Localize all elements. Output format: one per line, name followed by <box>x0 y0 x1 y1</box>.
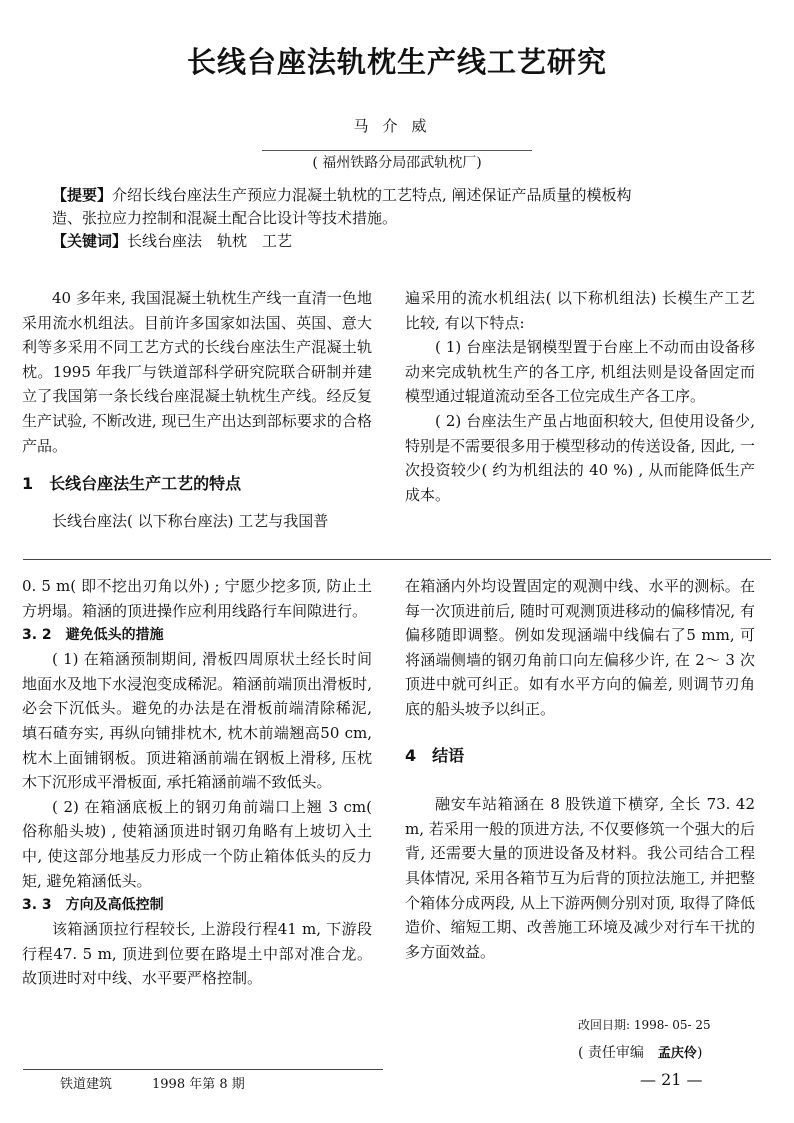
keywords-line <box>52 230 752 253</box>
abstract-line-2 <box>52 207 752 230</box>
conclusion-paragraph: 融安车站箱涵在 8 股铁道下横穿, 全长 73. 42 m, 若采用一般的顶进方法, 不仅要修筑一个强大的后背, 还需要大量的顶进设备及材料。我公司结合工程具体情况, 采用各箱节互为后背的顶拉法施工, 并把整个箱体分成两段, 从上下游两侧分别对顶, 取得了降低造价、缩短工期、改善施工环境及减少对行车干扰的多方面效益。 <box>405 795 755 961</box>
footer-journal-info <box>60 1073 285 1092</box>
abstract-block <box>52 184 752 253</box>
keywords: 长线台座法 轨枕 工艺 <box>127 232 293 250</box>
responsible-editor <box>578 1042 702 1062</box>
affiliation: ( 福州铁路分局邵武轨枕厂) <box>312 155 482 171</box>
author: 马介威 <box>353 117 441 135</box>
section-4-heading: 4 结语 <box>405 745 465 765</box>
measure-1-paragraph: ( 1) 在箱涵预制期间, 滑板四周原状土经长时间地面水及地下水浸泡变成稀泥。箱涵前端顶出滑板时, 必会下沉低头。避免的办法是在滑板前端清除稀泥, 填石碴夯实, 再纵向铺排枕木, 枕木前端翘高50 cm, 枕木上面铺钢板。顶进箱涵前端在钢板上滑移, 压枕木下沉形成平滑板面, 承托箱涵前端不致低头。 <box>22 650 372 792</box>
paper-title: 长线台座法轨枕生产线工艺研究 <box>186 45 607 79</box>
upper-left-column <box>22 286 372 533</box>
continued-paragraph: 0. 5 m( 即不挖出刃角以外) ; 宁愿少挖多顶, 防止土方坍塌。箱涵的顶进操作应利用线路行车间隙进行。 <box>22 577 372 620</box>
footer-divider <box>23 1069 383 1070</box>
editor-prefix: ( 责任审编 <box>578 1045 658 1061</box>
direction-control-paragraph: 该箱涵顶拉行程较长, 上游段行程41 m, 下游段行程47. 5 m, 顶进到位要在路堤土中部对准合龙。故顶进时对中线、水平要严格控制。 <box>22 920 372 988</box>
upper-right-column <box>405 286 755 507</box>
intro-paragraph: 40 多年来, 我国混凝土轨枕生产线一直清一色地采用流水机组法。目前许多国家如法国、英国、意大利等多采用不同工艺方式的长线台座法生产混凝土轨枕。1995 年我厂与铁道部科学研究院联合研制并建立了我国第一条长线台座混凝土轨枕生产线。经反复生产试验, 不断改进, 现已生产出达到部标要求的合格产品。 <box>22 289 372 455</box>
author-divider <box>262 150 532 151</box>
section-1-paragraph: 长线台座法( 以下称台座法) 工艺与我国普 <box>52 511 329 530</box>
measure-2-paragraph: ( 2) 在箱涵底板上的钢刃角前端口上翘 3 cm( 俗称船头坡) , 使箱涵顶进时钢刃角略有上坡切入土中, 使这部分地基反力形成一个防止箱体低头的反力矩, 避免箱涵低头。 <box>22 797 372 890</box>
feature-1-paragraph: ( 1) 台座法是钢模型置于台座上不动而由设备移动来完成轨枕生产的各工序, 机组法则是设备固定而模型通过辊道流动至各工位完成生产各工序。 <box>405 338 755 406</box>
keywords-label: 【关键词】 <box>52 232 128 250</box>
lower-right-column <box>405 574 755 964</box>
feature-2-paragraph: ( 2) 台座法生产虽占地面积较大, 但使用设备少, 特别是不需要很多用于模型移动的传送设备, 因此, 一次投资较少( 约为机组法的 40 %) , 从而能降低生产成本。 <box>405 411 755 504</box>
journal-name: 铁道建筑 <box>60 1077 113 1092</box>
editor-name: 孟庆伶 <box>657 1046 697 1061</box>
abstract-label: 【提要】 <box>52 186 113 204</box>
article-divider <box>23 559 771 560</box>
section-3-3-heading: 3. 3 方向及高低控制 <box>22 897 164 914</box>
observation-paragraph: 在箱涵内外均设置固定的观测中线、水平的测标。在每一次顶进前后, 随时可观测顶进移动的偏移情况, 有偏移随即调整。例如发现涵端中线偏右了5 mm, 可将涵端侧墙的钢刃角前口向左偏移少许, 在 2～ 3 次顶进中就可纠正。如有水平方向的偏差, 则调节刃角底的船头坡予以纠正。 <box>405 577 755 718</box>
section-3-2-heading: 3. 2 避免低头的措施 <box>22 627 164 644</box>
page-number: — 21 — <box>640 1070 703 1089</box>
abstract-text-2: 造、张拉应力控制和混凝土配合比设计等技术措施。 <box>52 209 398 227</box>
editor-suffix: ) <box>696 1045 703 1061</box>
journal-issue: 1998 年第 8 期 <box>152 1077 245 1092</box>
comparison-paragraph: 遍采用的流水机组法( 以下称机组法) 长模生产工艺比较, 有以下特点: <box>405 289 755 332</box>
lower-left-column <box>22 574 372 991</box>
revised-date: 改回日期: 1998- 05- 25 <box>578 1018 711 1032</box>
abstract-text-1: 介绍长线台座法生产预应力混凝土轨枕的工艺特点, 阐述保证产品质量的模板构 <box>112 186 632 204</box>
section-1-heading: 1 长线台座法生产工艺的特点 <box>22 474 242 494</box>
abstract-line-1 <box>52 184 752 207</box>
